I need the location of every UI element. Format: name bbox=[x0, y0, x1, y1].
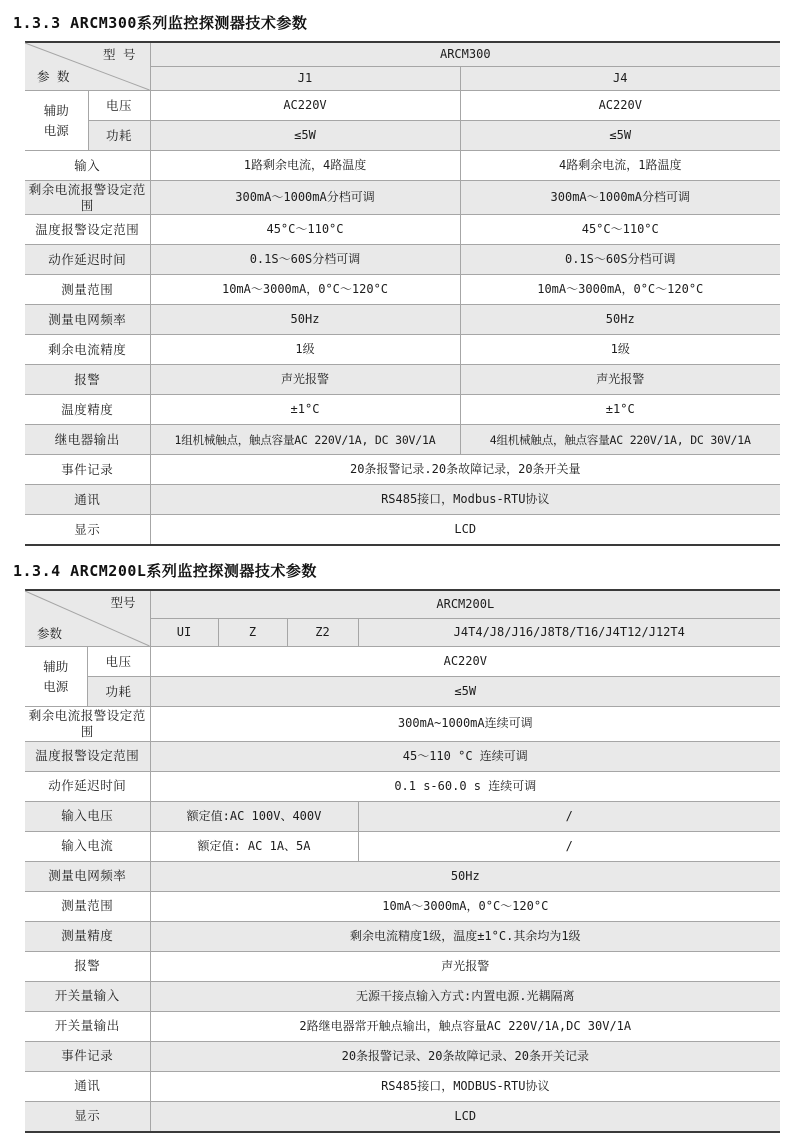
param-value-rated: 额定值:AC 100V、400V bbox=[150, 801, 358, 831]
arcm200l-spec-table bbox=[25, 589, 780, 1132]
table-row bbox=[25, 831, 780, 861]
param-value: 声光报警 bbox=[460, 365, 780, 395]
aux-power-group-label: 辅助 电源 bbox=[25, 647, 87, 707]
param-value: ≤5W bbox=[460, 121, 780, 151]
param-value: ≤5W bbox=[150, 121, 460, 151]
column-header-z: Z bbox=[218, 619, 287, 647]
column-header-ui: UI bbox=[150, 619, 218, 647]
column-header-j1: J1 bbox=[150, 67, 460, 91]
param-value: 2路继电器常开触点输出，触点容量AC 220V/1A,DC 30V/1A bbox=[150, 1011, 780, 1041]
param-value: 300mA～1000mA分档可调 bbox=[150, 181, 460, 215]
param-label: 输入 bbox=[25, 151, 150, 181]
param-label: 输入电流 bbox=[25, 831, 150, 861]
param-value: ±1°C bbox=[460, 395, 780, 425]
param-value-na: / bbox=[358, 801, 780, 831]
param-label: 测量范围 bbox=[25, 275, 150, 305]
param-value: 无源干接点输入方式:内置电源.光耦隔离 bbox=[150, 981, 780, 1011]
table-header-row bbox=[25, 590, 780, 619]
param-value: 声光报警 bbox=[150, 951, 780, 981]
param-label: 开关量输入 bbox=[25, 981, 150, 1011]
table-row bbox=[25, 771, 780, 801]
param-label: 通讯 bbox=[25, 485, 150, 515]
table-row bbox=[25, 275, 780, 305]
table-row bbox=[25, 647, 780, 677]
param-value: 50Hz bbox=[150, 861, 780, 891]
table-row bbox=[25, 335, 780, 365]
param-label: 显示 bbox=[25, 515, 150, 546]
param-label: 功耗 bbox=[87, 677, 150, 707]
model-series-header: ARCM300 bbox=[150, 42, 780, 67]
param-label: 剩余电流报警设定范围 bbox=[25, 707, 150, 741]
table-row bbox=[25, 1071, 780, 1101]
param-value: 0.1 s-60.0 s 连续可调 bbox=[150, 771, 780, 801]
param-value: 1级 bbox=[150, 335, 460, 365]
param-value: 20条报警记录.20条故障记录，20条开关量 bbox=[150, 455, 780, 485]
arcm300-spec-table bbox=[25, 41, 780, 546]
section-title-arcm200l: 1.3.4 ARCM200L系列监控探测器技术参数 bbox=[13, 562, 317, 581]
column-header-j-models: J4T4/J8/J16/J8T8/T16/J4T12/J12T4 bbox=[358, 619, 780, 647]
param-value: 300mA~1000mA连续可调 bbox=[150, 707, 780, 741]
param-value: ≤5W bbox=[150, 677, 780, 707]
param-label: 事件记录 bbox=[25, 455, 150, 485]
param-value: ±1°C bbox=[150, 395, 460, 425]
corner-header-cell bbox=[25, 590, 150, 647]
param-value: 10mA～3000mA，0°C～120°C bbox=[150, 891, 780, 921]
table-row bbox=[25, 515, 780, 546]
param-label: 报警 bbox=[25, 365, 150, 395]
param-label: 继电器输出 bbox=[25, 425, 150, 455]
param-value: LCD bbox=[150, 515, 780, 546]
param-label: 显示 bbox=[25, 1101, 150, 1132]
param-label: 报警 bbox=[25, 951, 150, 981]
table-row bbox=[25, 861, 780, 891]
param-value: 10mA～3000mA，0°C～120°C bbox=[460, 275, 780, 305]
param-value: AC220V bbox=[150, 647, 780, 677]
param-value: 45°C～110°C bbox=[150, 215, 460, 245]
table-row bbox=[25, 181, 780, 215]
table-row bbox=[25, 215, 780, 245]
param-value: 1级 bbox=[460, 335, 780, 365]
param-value: LCD bbox=[150, 1101, 780, 1132]
corner-param-label: 参 数 bbox=[37, 69, 70, 85]
param-value: 0.1S～60S分档可调 bbox=[460, 245, 780, 275]
param-value: AC220V bbox=[150, 91, 460, 121]
param-label: 通讯 bbox=[25, 1071, 150, 1101]
table-row bbox=[25, 245, 780, 275]
table-row bbox=[25, 801, 780, 831]
table-row bbox=[25, 677, 780, 707]
corner-param-label: 参数 bbox=[37, 625, 63, 641]
table-row bbox=[25, 741, 780, 771]
param-value: 4组机械触点，触点容量AC 220V/1A, DC 30V/1A bbox=[460, 425, 780, 455]
table-row bbox=[25, 485, 780, 515]
param-value: 剩余电流精度1级，温度±1°C.其余均为1级 bbox=[150, 921, 780, 951]
param-value: 1组机械触点，触点容量AC 220V/1A, DC 30V/1A bbox=[150, 425, 460, 455]
param-label: 开关量输出 bbox=[25, 1011, 150, 1041]
param-label: 动作延迟时间 bbox=[25, 771, 150, 801]
param-value: RS485接口，Modbus-RTU协议 bbox=[150, 485, 780, 515]
param-value: 1路剩余电流，4路温度 bbox=[150, 151, 460, 181]
column-header-z2: Z2 bbox=[287, 619, 358, 647]
param-label: 电压 bbox=[87, 647, 150, 677]
table-row bbox=[25, 151, 780, 181]
table-row bbox=[25, 1011, 780, 1041]
table-row bbox=[25, 425, 780, 455]
param-value-na: / bbox=[358, 831, 780, 861]
table-row bbox=[25, 1101, 780, 1132]
param-value: 45°C～110°C bbox=[460, 215, 780, 245]
table-row bbox=[25, 1041, 780, 1071]
model-series-header: ARCM200L bbox=[150, 590, 780, 619]
param-value-rated: 额定值: AC 1A、5A bbox=[150, 831, 358, 861]
param-value: 0.1S～60S分档可调 bbox=[150, 245, 460, 275]
param-label: 事件记录 bbox=[25, 1041, 150, 1071]
param-label: 温度报警设定范围 bbox=[25, 741, 150, 771]
param-label: 输入电压 bbox=[25, 801, 150, 831]
param-value: 声光报警 bbox=[150, 365, 460, 395]
table-row bbox=[25, 395, 780, 425]
param-value: RS485接口，MODBUS-RTU协议 bbox=[150, 1071, 780, 1101]
param-label: 测量电网频率 bbox=[25, 861, 150, 891]
param-label: 剩余电流精度 bbox=[25, 335, 150, 365]
param-value: AC220V bbox=[460, 91, 780, 121]
table-row bbox=[25, 365, 780, 395]
param-label: 动作延迟时间 bbox=[25, 245, 150, 275]
corner-model-label: 型号 bbox=[110, 595, 136, 611]
param-label: 电压 bbox=[88, 91, 150, 121]
param-value: 4路剩余电流，1路温度 bbox=[460, 151, 780, 181]
param-label: 温度报警设定范围 bbox=[25, 215, 150, 245]
table-row bbox=[25, 91, 780, 121]
param-value: 50Hz bbox=[460, 305, 780, 335]
table-row bbox=[25, 121, 780, 151]
table-row bbox=[25, 951, 780, 981]
param-label: 剩余电流报警设定范围 bbox=[25, 181, 150, 215]
corner-header-cell bbox=[25, 42, 150, 91]
param-value: 10mA～3000mA，0°C～120°C bbox=[150, 275, 460, 305]
param-value: 300mA～1000mA分档可调 bbox=[460, 181, 780, 215]
corner-model-label: 型 号 bbox=[102, 47, 136, 62]
param-value: 20条报警记录、20条故障记录、20条开关记录 bbox=[150, 1041, 780, 1071]
column-header-j4: J4 bbox=[460, 67, 780, 91]
param-label: 测量电网频率 bbox=[25, 305, 150, 335]
table-row bbox=[25, 921, 780, 951]
aux-power-group-label: 辅助 电源 bbox=[25, 91, 88, 151]
param-label: 功耗 bbox=[88, 121, 150, 151]
table-row bbox=[25, 305, 780, 335]
table-header-row bbox=[25, 42, 780, 67]
param-label: 测量范围 bbox=[25, 891, 150, 921]
param-value: 50Hz bbox=[150, 305, 460, 335]
table-row bbox=[25, 981, 780, 1011]
param-label: 测量精度 bbox=[25, 921, 150, 951]
section-title-arcm300: 1.3.3 ARCM300系列监控探测器技术参数 bbox=[13, 14, 308, 32]
table-row bbox=[25, 455, 780, 485]
param-label: 温度精度 bbox=[25, 395, 150, 425]
table-row bbox=[25, 891, 780, 921]
table-row bbox=[25, 707, 780, 741]
param-value: 45～110 °C 连续可调 bbox=[150, 741, 780, 771]
